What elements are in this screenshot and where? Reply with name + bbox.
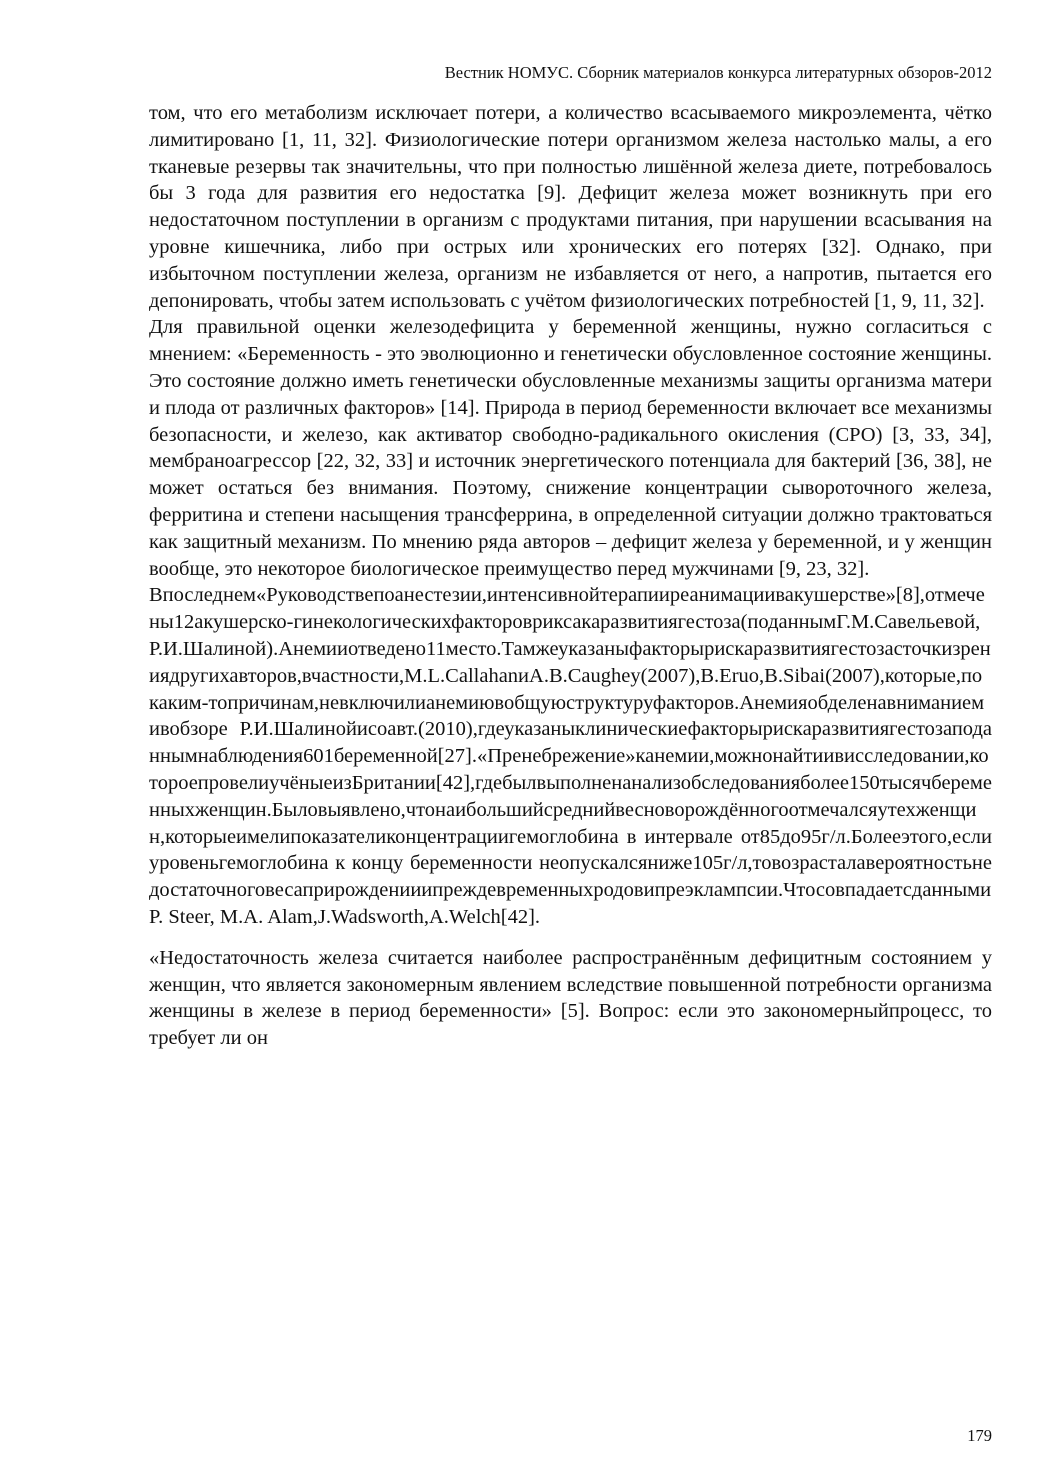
article-body bbox=[149, 100, 992, 1052]
paragraph-iron-insufficiency: «Недостаточность железа считается наиболее распространённым дефицитным состоянием у женщин, что является закономерным явлением вследствие повышенной потребности организма женщины в железе в период беременности» [5]. Вопрос: если это закономерныйпроцесс, то требует ли он bbox=[149, 946, 992, 1050]
paragraph-gestosis-risk: Впоследнем«Руководствепоанестезии,интенсивнойтерапииреанимациивакушерстве»[8],отмечены12акушерско-гинекологическихфакторовриксакаразвитиягестоза(поданнымГ.М.Савельевой,Р.И.Шалиной).Анемииотведено11место.Тамжеуказаныфакторырискаразвитиягестозасточкизрениядругихавторов,вчастности,M.L.CallahanиA.B.Caughey(2007),B.Eruo,B.Sibai(2007),которые,покаким-топричинам,невключилианемиювобщуюструктуруфакторов.Анемияобделенавниманиемивобзоре Р.И.Шалинойисоавт.(2010),гдеуказаныклиническиефакторырискаразвитиягестозаподаннымнаблюдения601беременной[27].«Пренебрежение»канемии,можнонайтиивисследовании,котороепровелиучёныеизБритании[42],гдебылвыполненанализобследованияболее150тысячбеременныхженщин.Быловыявлено,чтонаибольшийсреднийвесноворождённогоотмечалсяутехженщин,которыеимелипоказателиконцентрациигемоглобина в интервале от85до95г/л.Болееэтого,еслиуровеньгемоглобина к концу беременности неопускалсяниже105г/л,товозрасталавероятностьнедостаточноговесаприрожденииипреждевременныхродовипреэклампсии.Чтосовпадаетсданными P. Steer, M.A. Alam,J.Wadsworth,A.Welch[42]. bbox=[149, 584, 992, 928]
page-number: 179 bbox=[967, 1426, 992, 1445]
paragraph-metabolism: том, что его метаболизм исключает потери, а количество всасываемого микроэлемента, чётко лимитировано [1, 11, 32]. Физиологические потери организмом железа настолько малы, а его тканевые резервы так значительны, что при полностью лишённой железа диете, потребовалось бы 3 года для развития его недостатка [9]. Дефицит железа может возникнуть при его недостаточном поступлении в организм с продуктами питания, при нарушении всасывания на уровне кишечника, либо при острых или хронических его потерях [32]. Однако, при избыточном поступлении железа, организм не избавляется от него, а напротив, пытается его депонировать, чтобы затем использовать с учётом физиологических потребностей [1, 9, 11, 32]. bbox=[149, 102, 992, 312]
running-header: Вестник НОМУС. Сборник материалов конкурса литературных обзоров-2012 bbox=[444, 63, 992, 82]
paragraph-iron-deficiency: Для правильной оценки железодефицита у беременной женщины, нужно согласиться с мнением: «Беременность - это эволюционно и генетически обусловленное состояние женщины. Это состояние должно иметь генетически обусловленные механизмы защиты организма матери и плода от различных факторов» [14]. Природа в период беременности включает все механизмы безопасности, и железо, как активатор свободно-радикального окисления (СРО) [3, 33, 34], мембраноагрессор [22, 32, 33] и источник энергетического потенциала для бактерий [36, 38], не может остаться без внимания. Поэтому, снижение концентрации сывороточного железа, ферритина и степени насыщения трансферрина, в определенной ситуации должно трактоваться как защитный механизм. По мнению ряда авторов – дефицит железа у беременной, и у женщин вообще, это некоторое биологическое преимущество перед мужчинами [9, 23, 32]. bbox=[149, 316, 992, 580]
